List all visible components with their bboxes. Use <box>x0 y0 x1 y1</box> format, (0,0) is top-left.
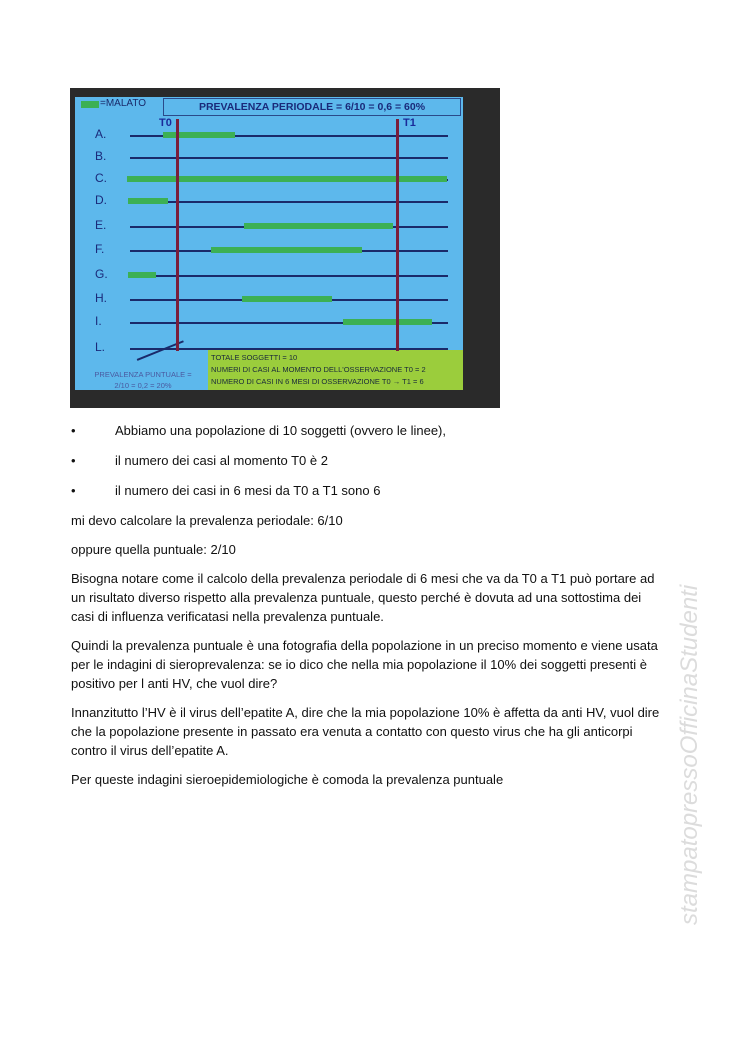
t0-line <box>176 119 179 351</box>
bullet-row <box>71 421 661 440</box>
sick-period-bar <box>343 319 432 325</box>
point-prevalence-value: 2/10 = 0,2 = 20% <box>114 381 172 390</box>
slide <box>75 97 463 390</box>
row-label: I. <box>95 314 102 328</box>
sick-period-bar <box>211 247 362 253</box>
t1-line <box>396 119 399 351</box>
point-prevalence <box>83 369 203 390</box>
watermark: stampatopressoOfficinaStudenti <box>676 584 703 925</box>
row-label: F. <box>95 242 105 256</box>
bullet-icon: • <box>71 453 76 468</box>
paragraph: Bisogna notare come il calcolo della prevalenza periodale di 6 mesi che va da T0 a T1 può portare ad un risultato diverso rispetto alla prevalenza puntuale, questo perché è dovuta ad una sottostima dei casi di influenza verificatasi nella prevalenza puntuale. <box>71 571 655 624</box>
document-body <box>71 421 661 799</box>
paragraph: Innanzitutto l’HV è il virus dell’epatite A, dire che la mia popolazione 10% è affetta da anti HV, vuol dire che la popolazione presente in passato era venuta a contatto con questo virus che ha gli anticorpi contro il virus dell’epatite A. <box>71 705 660 758</box>
paragraph: oppure quella puntuale: 2/10 <box>71 542 236 557</box>
row-label: H. <box>95 291 107 305</box>
bullet-icon: • <box>71 483 76 498</box>
row-label: B. <box>95 149 107 163</box>
summary-box <box>208 350 463 390</box>
paragraph: Per queste indagini sieroepidemiologiche è comoda la prevalenza puntuale <box>71 772 504 787</box>
bullet-icon: • <box>71 423 76 438</box>
bullet-item: il numero dei casi al momento T0 è 2 <box>115 453 328 468</box>
t1-label: T1 <box>403 117 416 129</box>
row-label: C. <box>95 171 107 185</box>
row-label: E. <box>95 218 107 232</box>
sick-period-bar <box>163 132 235 138</box>
t0-label: T0 <box>159 117 172 129</box>
row-label: A. <box>95 127 107 141</box>
row-label: D. <box>95 193 107 207</box>
paragraph: Quindi la prevalenza puntuale è una fotografia della popolazione in un preciso momento e viene usata per le indagini di sieroprevalenza: se io dico che nella mia popolazione il 10% dei soggetti presenti è positivo per l anti HV, che vuol dire? <box>71 638 658 691</box>
sick-period-bar <box>242 296 332 302</box>
sick-period-bar <box>128 272 156 278</box>
bullet-row <box>71 451 661 470</box>
row-label: L. <box>95 340 106 354</box>
paragraph: mi devo calcolare la prevalenza periodale: 6/10 <box>71 513 343 528</box>
bullet-row <box>71 481 661 500</box>
sick-period-bar <box>244 223 393 229</box>
slide-photo <box>70 88 500 408</box>
bullet-item: il numero dei casi in 6 mesi da T0 a T1 sono 6 <box>115 483 381 498</box>
legend-label: =MALATO <box>100 98 147 109</box>
sick-period-bar <box>127 176 447 182</box>
summary-line: NUMERO DI CASI IN 6 MESI DI OSSERVAZIONE T0 → T1 = 6 <box>211 377 424 386</box>
summary-line: TOTALE SOGGETTI = 10 <box>211 353 298 362</box>
row-label: G. <box>95 267 108 281</box>
point-prevalence-label: PREVALENZA PUNTUALE = <box>94 370 192 379</box>
legend-swatch <box>81 101 99 108</box>
summary-line: NUMERI DI CASI AL MOMENTO DELL'OSSERVAZIONE T0 = 2 <box>211 365 426 374</box>
slide-title: PREVALENZA PERIODALE = 6/10 = 0,6 = 60% <box>163 98 461 116</box>
bullet-item: Abbiamo una popolazione di 10 soggetti (ovvero le linee), <box>115 423 446 438</box>
sick-period-bar <box>128 198 168 204</box>
